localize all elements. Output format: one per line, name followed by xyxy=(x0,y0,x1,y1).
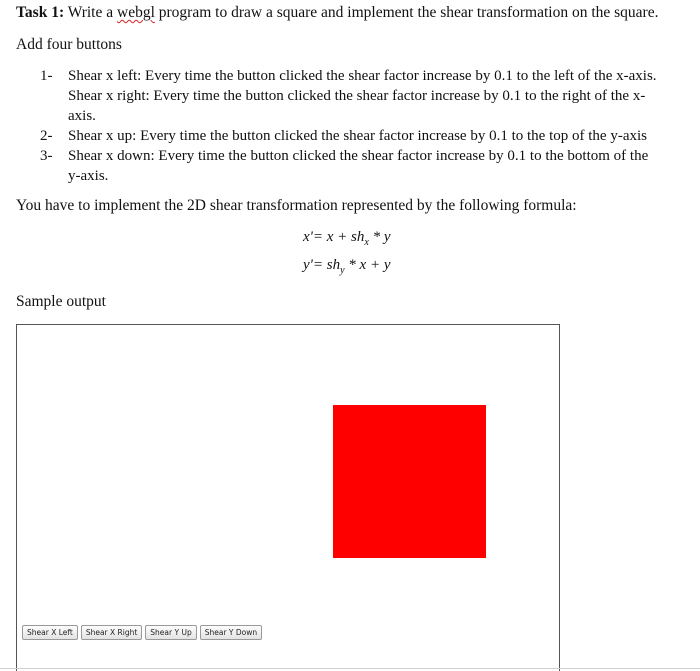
list-item xyxy=(40,146,690,186)
formula-x-eq: = x + sh xyxy=(312,229,365,245)
shear-x-right-button[interactable]: Shear X Right xyxy=(81,625,142,640)
shear-y-up-button[interactable]: Shear Y Up xyxy=(145,625,196,640)
task-text-before: Write a xyxy=(64,4,117,21)
formula-x xyxy=(303,229,391,248)
formula-y-sub: y xyxy=(340,265,345,276)
formula-intro: You have to implement the 2D shear transformation represented by the following formula: xyxy=(16,197,577,214)
list-line: Shear x down: Every time the button clicked the shear factor increase by 0.1 to the bottom of the xyxy=(68,148,649,164)
list-line: Shear x right: Every time the button clicked the shear factor increase by 0.1 to the right of the x- xyxy=(68,88,646,104)
list-line: axis. xyxy=(68,108,96,124)
formula-y-eq: = sh xyxy=(312,257,341,273)
task-heading xyxy=(16,4,658,22)
button-requirements-list xyxy=(40,66,690,186)
formula-y xyxy=(303,257,390,276)
list-item xyxy=(40,66,690,126)
shear-x-left-button[interactable]: Shear X Left xyxy=(22,625,78,640)
formula-y-lhs: y' xyxy=(303,257,313,273)
sample-output-label: Sample output xyxy=(16,293,106,310)
bottom-divider xyxy=(0,668,700,669)
list-number: 1- xyxy=(40,68,53,84)
task-label: Task 1: xyxy=(16,4,65,21)
formula-x-lhs: x' xyxy=(303,229,313,245)
formula-x-rest: * y xyxy=(368,229,391,245)
formula-y-rest: * x + y xyxy=(344,257,391,273)
add-buttons-text: Add four buttons xyxy=(16,36,122,53)
task-text-after: program to draw a square and implement the shear transformation on the square. xyxy=(154,4,659,21)
list-line: Shear x up: Every time the button clicked the shear factor increase by 0.1 to the top of the y-axis xyxy=(68,128,647,144)
red-square xyxy=(333,405,486,558)
sample-output-canvas xyxy=(16,324,560,671)
list-number: 3- xyxy=(40,148,53,164)
list-number: 2- xyxy=(40,128,53,144)
shear-button-row xyxy=(22,625,262,640)
list-item xyxy=(40,126,690,146)
list-line: y-axis. xyxy=(68,168,109,184)
list-line: Shear x left: Every time the button clicked the shear factor increase by 0.1 to the left of the x-axis. xyxy=(68,68,657,84)
spellcheck-word: webgl xyxy=(117,4,155,21)
shear-y-down-button[interactable]: Shear Y Down xyxy=(200,625,262,640)
formula-x-sub: x xyxy=(364,237,369,248)
